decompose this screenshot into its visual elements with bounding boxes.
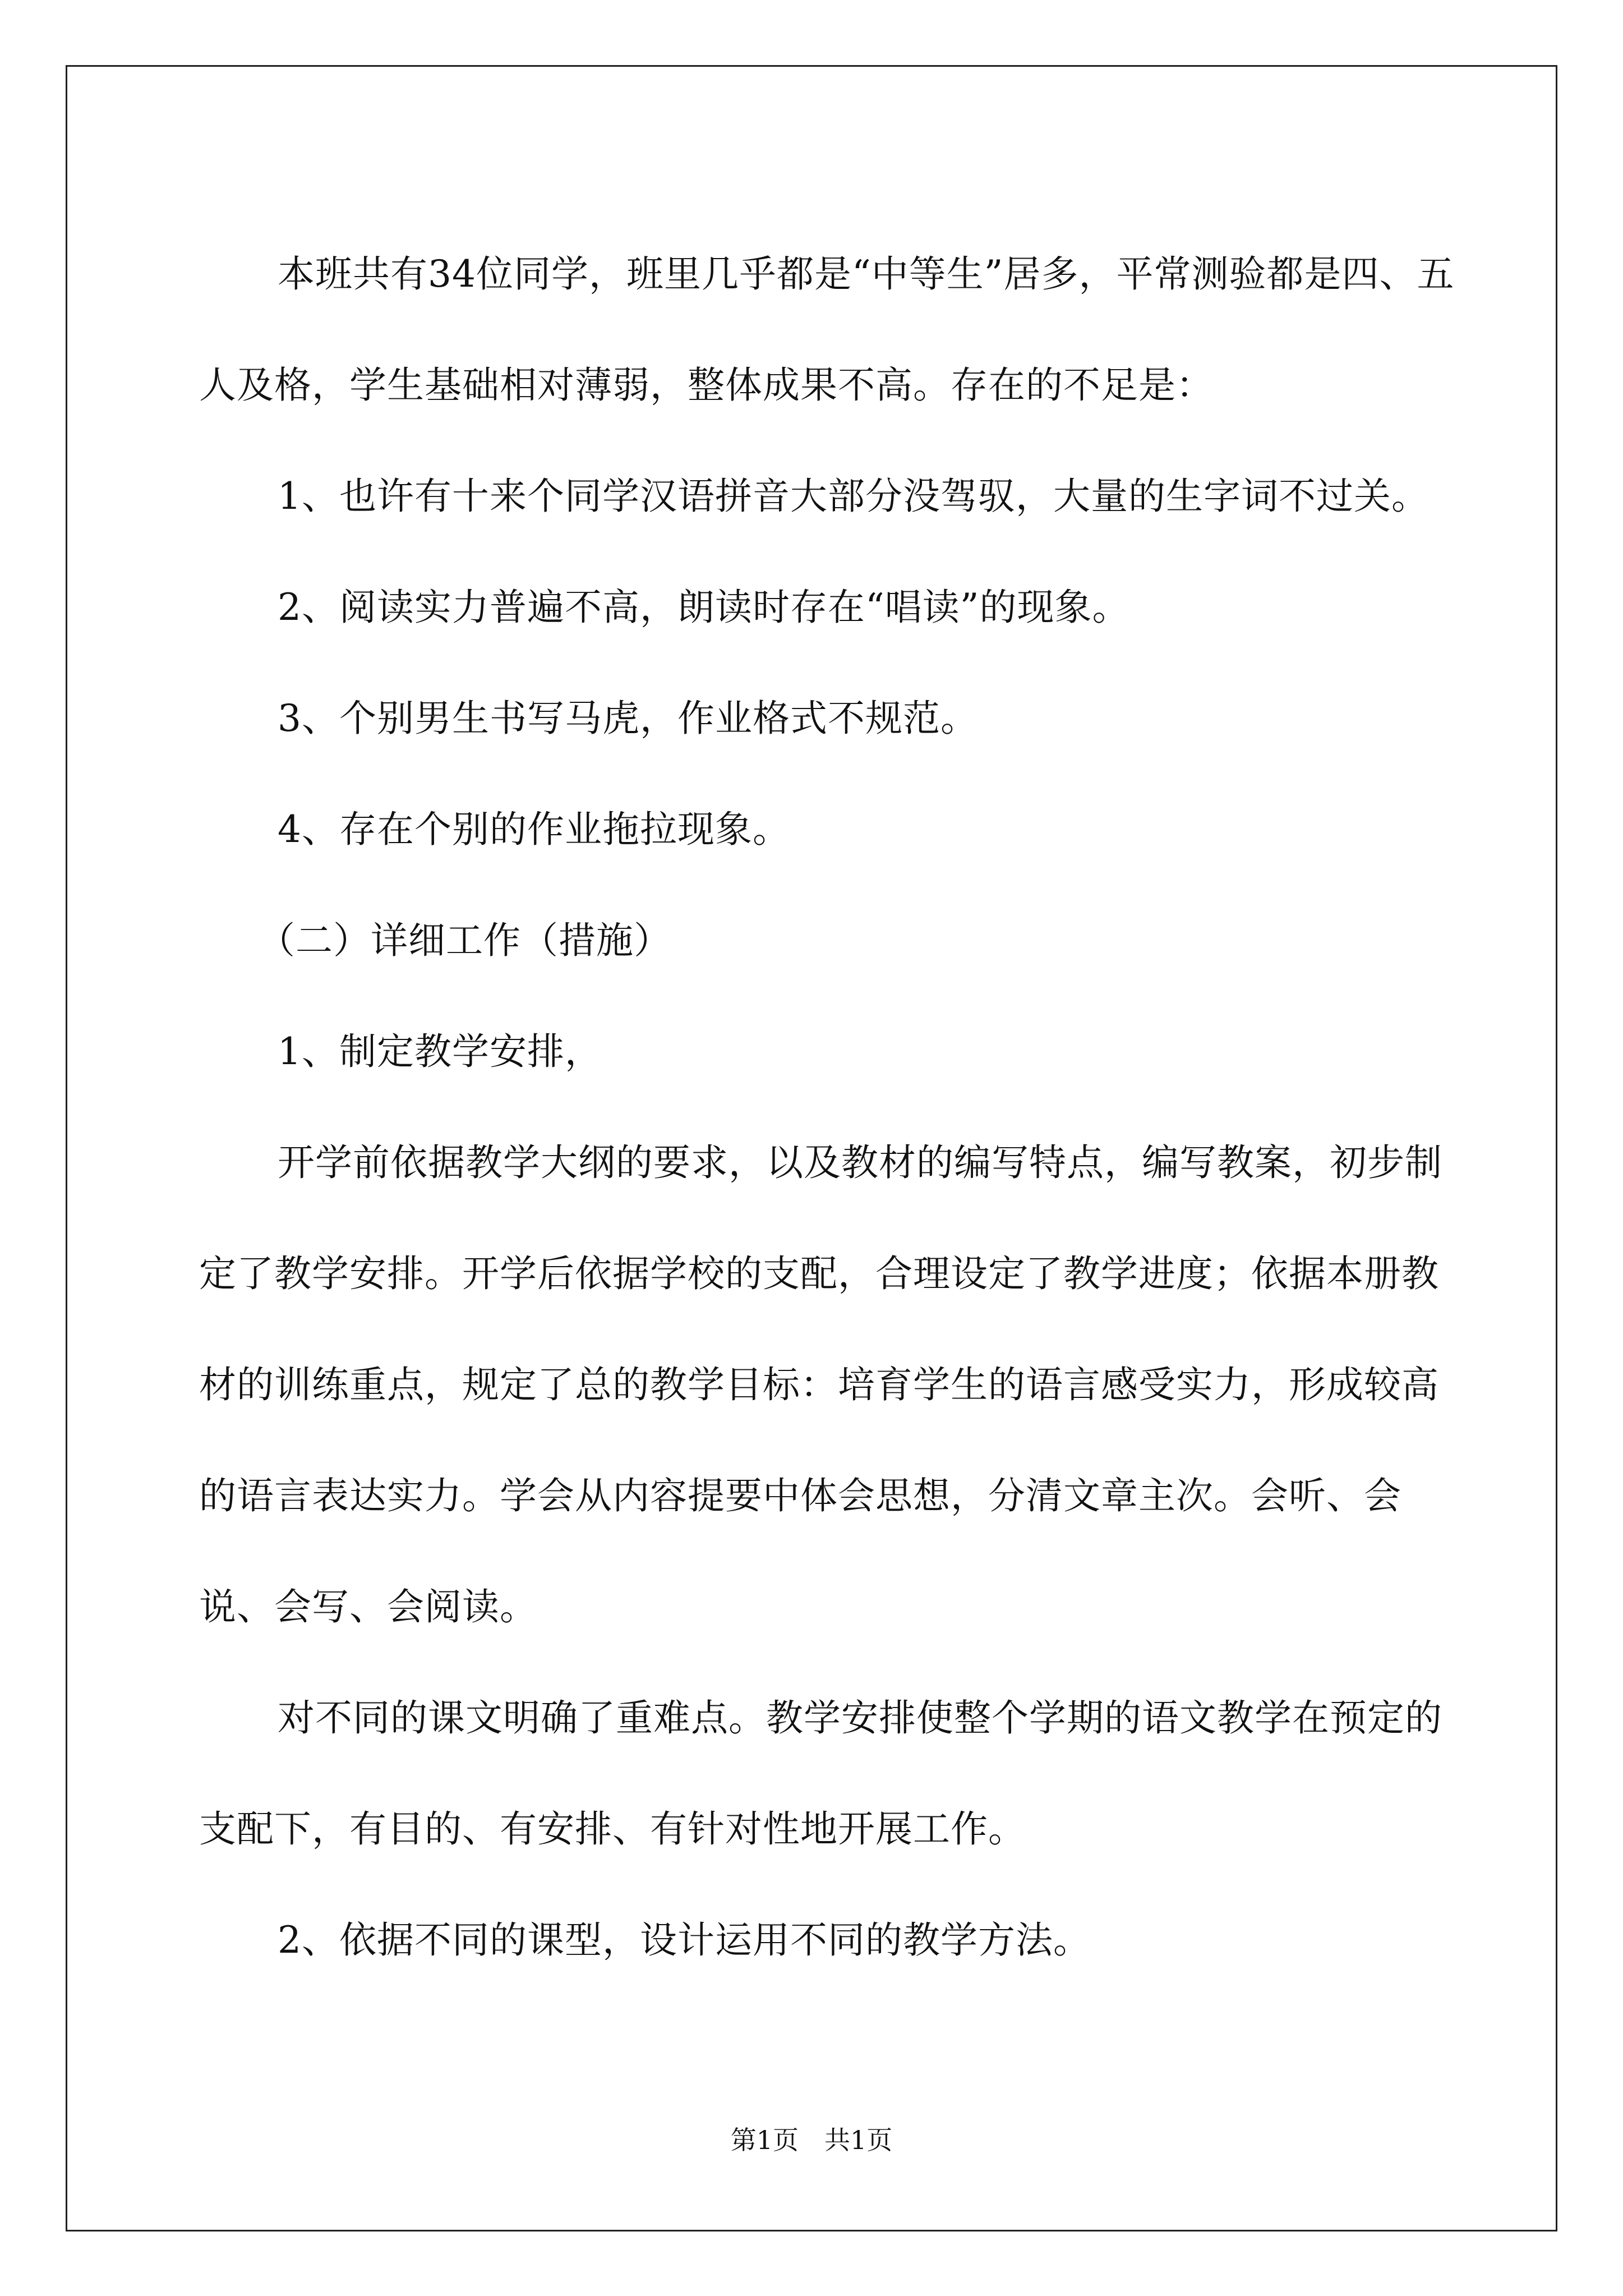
paragraph-issue-4: 4、存在个别的作业拖拉现象。	[278, 808, 790, 851]
paragraph-measure-1-title: 1、制定教学安排，	[278, 1030, 602, 1073]
section-heading-measures: （二）详细工作（措施）	[258, 919, 671, 962]
paragraph-issue-3: 3、个别男生书写马虎，作业格式不规范。	[278, 697, 978, 740]
paragraph-issue-2: 2、阅读实力普遍不高，朗读时存在“唱读”的现象。	[278, 586, 1130, 629]
paragraph-measure-2-title: 2、依据不同的课型，设计运用不同的教学方法。	[278, 1918, 1091, 1962]
paragraph-class-overview: 本班共有34位同学，班里几乎都是“中等生”居多，平常测验都是四、五人及格，学生基础相对薄弱，整体成果不高。存在的不足是：	[199, 252, 1455, 407]
paragraph-issue-1: 1、也许有十来个同学汉语拼音大部分没驾驭，大量的生字词不过关。	[278, 475, 1429, 518]
document-body	[199, 219, 1461, 1996]
paragraph-key-points: 对不同的课文明确了重难点。教学安排使整个学期的语文教学在预定的支配下，有目的、有安排、有针对性地开展工作。	[199, 1696, 1442, 1851]
page-footer: 第1页 共1页	[730, 2125, 893, 2155]
paragraph-teaching-plan: 开学前依据教学大纲的要求，以及教材的编写特点，编写教案，初步制定了教学安排。开学后依据学校的支配，合理设定了教学进度；依据本册教材的训练重点，规定了总的教学目标：培育学生的语言感受实力，形成较高的语言表达实力。学会从内容提要中体会思想，分清文章主次。会听、会说、会写、会阅读。	[199, 1141, 1442, 1628]
